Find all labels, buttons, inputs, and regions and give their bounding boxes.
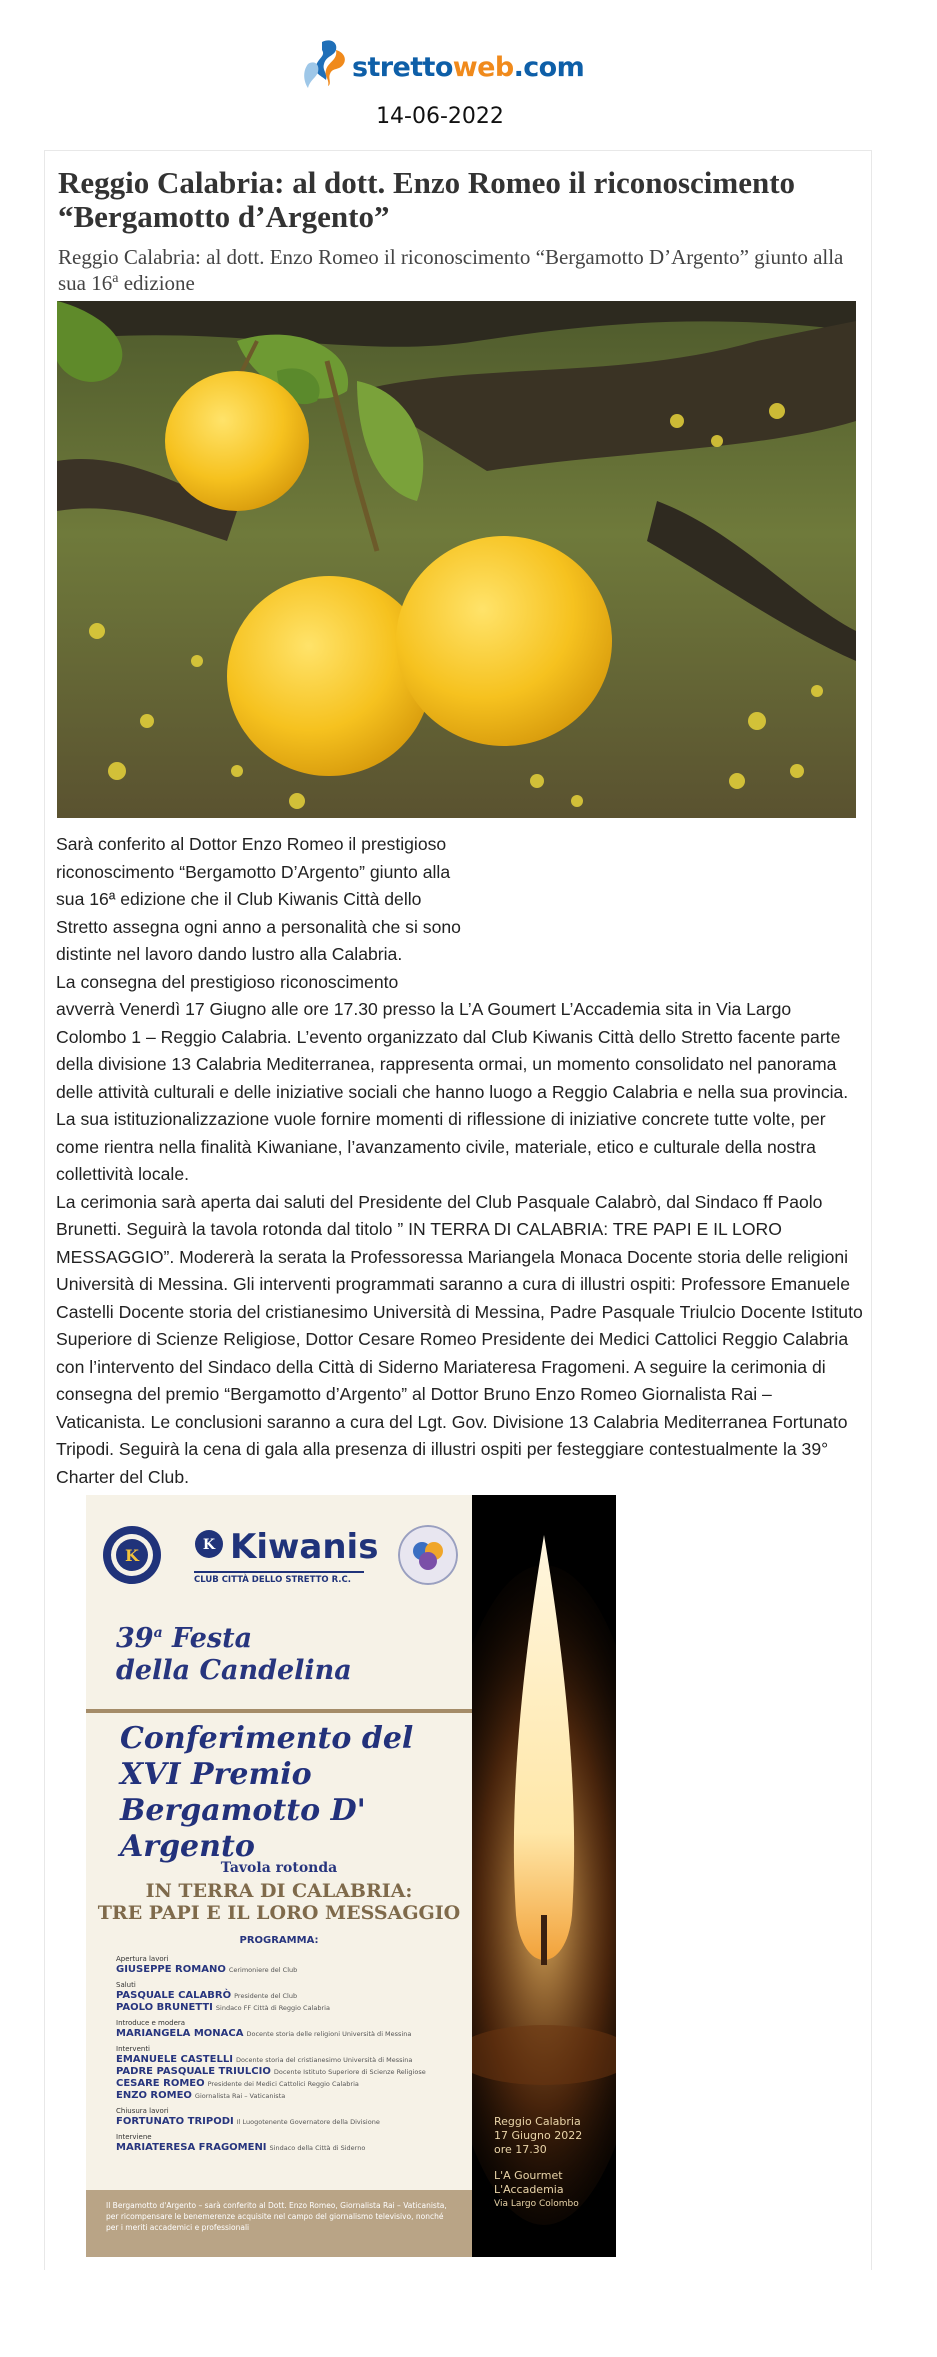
article-title: Reggio Calabria: al dott. Enzo Romeo il riconoscimento “Bergamotto d’Argento”: [58, 165, 796, 234]
svg-text:K: K: [202, 1537, 216, 1553]
event-poster: [86, 1495, 616, 2257]
program-group: Interviene MARIATERESA FRAGOMENI Sindaco della Città di Siderno: [116, 2133, 366, 2153]
poster-brand: Kiwanis: [230, 1527, 379, 1567]
paragraph-cerimonia: La cerimonia sarà aperta dai saluti del Presidente del Club Pasquale Calabrò, dal Sindaco ff Paolo Brunetti. Seguirà la tavola rotonda dal titolo ” IN TERRA DI CALABRIA: TRE PAPI E IL LORO MESSAGGIO”. Modererà la serata la Professoressa Mariangela Monaca Docente storia delle religioni Università di Messina. Gli interventi programmati saranno a cura di illustri ospiti: Professore Emanuele Castelli Docente storia del cristianesimo Università di Messina, Padre Pasquale Triulcio Docente Istituto Superiore di Scienze Religiose, Dottor Cesare Romeo Presidente dei Medici Cattolici Reggio Calabria con l’intervento del Sindaco della Città di Siderno Mariateresa Fragomeni. A seguire la cerimonia di consegna del premio “Bergamotto d’Argento” al Dottor Bruno Enzo Romeo Giornalista Rai – Vaticanista. Le conclusioni saranno a cura del Lgt. Gov. Divisione 13 Calabria Mediterranea Fortunato Tripodi. Seguirà la cena di gala alla presenza di illustri ospiti per festeggiare contestualmente la 39° Charter del Club.: [56, 1191, 863, 1487]
strettoweb-logo-icon: [300, 36, 358, 98]
poster-divider: [86, 1709, 472, 1713]
poster-titolo: IN TERRA DI CALABRIA: TRE PAPI E IL LORO MESSAGGIO: [97, 1880, 461, 1924]
poster-conferimento: Conferimento del XVI Premio Bergamotto D' Argento: [120, 1721, 414, 1864]
poster-club: CLUB CITTÀ DELLO STRETTO R.C.: [194, 1571, 364, 1585]
poster-program-list: [116, 1955, 466, 2159]
paragraph-intro: Sarà conferito al Dottor Enzo Romeo il prestigioso riconoscimento “Bergamotto D’Argento” giunto alla sua 16ª edizione che il Club Kiwanis Città dello Stretto assegna ogni anno a personalità che si sono distinte nel lavoro dando lustro alla Calabria.: [56, 834, 461, 964]
paragraph-consegna: La consegna del prestigioso riconoscimento: [56, 971, 399, 992]
poster-event-details: Reggio Calabria 17 Giugno 2022 ore 17.30 L'A Gourmet L'Accademia Via Largo Colombo: [494, 2115, 583, 2209]
poster-programma: PROGRAMMA:: [239, 1935, 319, 1946]
kiwanis-k-icon: [194, 1529, 224, 1559]
article-body: [56, 831, 866, 1491]
publish-date: 14-06-2022: [376, 104, 504, 129]
paragraph-evento: avverrà Venerdì 17 Giugno alle ore 17.30 presso la L’A Goumert L’Accademia sita in Via Largo Colombo 1 – Reggio Calabria. L’evento organizzato dal Club Kiwanis Città dello Stretto facente parte della divisione 13 Calabria Mediterranea, rappresenta ormai, un momento consolidato nel panorama delle attività culturali e delle iniziative sociali che hanno luogo a Reggio Calabria e nella sua provincia. La sua istituzionalizzazione vuole fornire momenti di riflessione di iniziative concrete tutte volte, per come rientra nella finalità Kiwaniane, l’avanzamento civile, materiale, etico e culturale della nostra collettività locale.: [56, 999, 849, 1184]
program-group: Apertura lavori GIUSEPPE ROMANO Cerimoniere del Club: [116, 1955, 298, 1975]
poster-footer-text: Il Bergamotto d'Argento – sarà conferito al Dott. Enzo Romeo, Giornalista Rai – Vaticanista, per ricompensare le benemerenze acquisite nel campo del giornalismo televisivo, nonché per i meriti accademici e professionali: [106, 2201, 447, 2232]
program-group: Interventi EMANUELE CASTELLI Docente storia del cristianesimo Università di Messina PADRE PASQUALE TRIULCIO Docente Istituto Superiore di Scienze Religiose CESARE ROMEO Presidente dei Medici Cattolici Reggio Calabria ENZO ROMEO Giornalista Rai – Vaticanista: [116, 2045, 426, 2101]
poster-festa: 39$^a$ Festa della Candelina: [116, 1623, 352, 1686]
site-name: strettoweb.com: [352, 52, 585, 83]
event-badge-icon: [398, 1525, 458, 1585]
program-group: Saluti PASQUALE CALABRÒ Presidente del Club PAOLO BRUNETTI Sindaco FF Città di Reggio Calabria: [116, 1981, 330, 2013]
site-logo[interactable]: [300, 36, 585, 98]
svg-text:K: K: [125, 1546, 139, 1565]
program-group: Chiusura lavori FORTUNATO TRIPODI Il Luogotenente Governatore della Divisione: [116, 2107, 380, 2127]
bergamot-photo: [57, 301, 856, 818]
poster-tavola: Tavola rotonda: [220, 1860, 338, 1876]
article-subtitle: Reggio Calabria: al dott. Enzo Romeo il riconoscimento “Bergamotto D’Argento” giunto alla sua 16$^a$ edizione: [58, 245, 844, 295]
kiwanis-seal-icon: [102, 1525, 162, 1585]
program-group: Introduce e modera MARIANGELA MONACA Docente storia delle religioni Università di Messina: [116, 2019, 412, 2039]
